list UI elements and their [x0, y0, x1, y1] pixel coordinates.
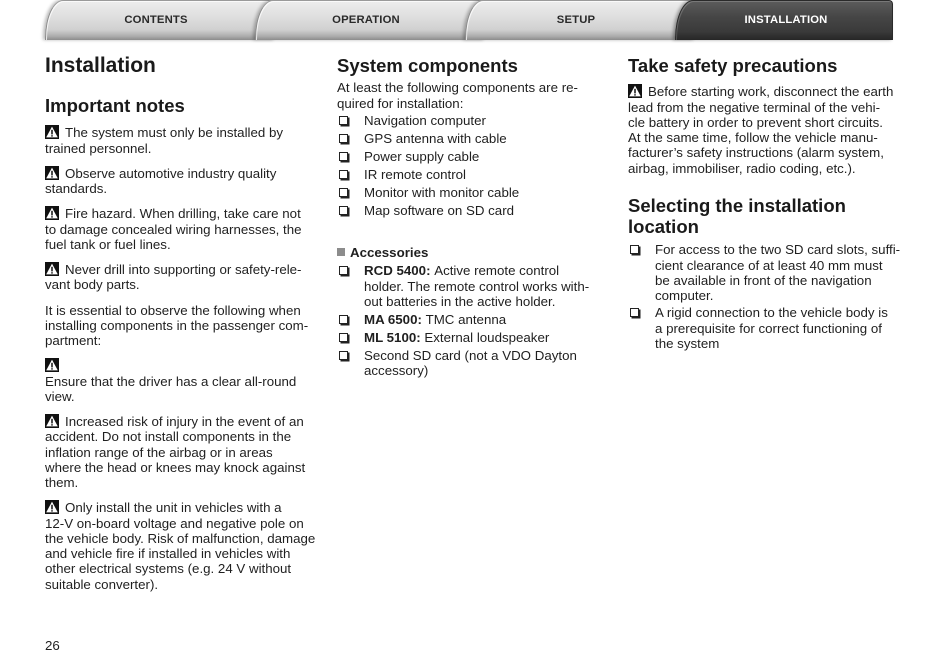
warning-note	[45, 500, 316, 592]
warning-note-text: Increased risk of injury in the event of an accident. Do not install components in the inflation range of the airbag or in areas where the head or knees may knock against them.	[45, 414, 306, 491]
list-item-text: Monitor with monitor cable	[364, 185, 520, 201]
list-item-text: GPS antenna with cable	[364, 131, 507, 147]
tab-operation[interactable]	[255, 0, 485, 40]
list-item	[337, 185, 599, 200]
list-item-text: Map software on SD card	[364, 203, 515, 219]
body-paragraph	[45, 303, 313, 349]
section-heading-safety-precautions: Take safety precautions	[628, 55, 838, 76]
list-item-text: For access to the two SD card slots, suffi- cient clearance of at least 40 mm must be available in front of the navigation computer.	[655, 242, 901, 304]
warning-note	[45, 262, 313, 293]
column-important-notes	[45, 0, 316, 592]
checkbox-icon	[339, 170, 348, 179]
warning-icon	[45, 166, 59, 180]
warning-note-text: Never drill into supporting or safety-rele- vant body parts.	[45, 262, 302, 293]
tab-label: INSTALLATION	[744, 14, 828, 26]
list-item	[628, 242, 901, 304]
tab-installation[interactable]	[675, 0, 893, 40]
tab-setup[interactable]	[465, 0, 695, 40]
warning-note	[45, 206, 313, 252]
warning-icon	[45, 262, 59, 276]
warning-note	[45, 125, 313, 156]
warning-note-text: Ensure that the driver has a clear all-round view.	[45, 373, 297, 404]
tab-label: SETUP	[556, 14, 596, 26]
page-number: 26	[45, 638, 60, 653]
warning-note	[45, 166, 313, 197]
tab-label: OPERATION	[332, 14, 400, 26]
column-system-components	[337, 0, 599, 378]
tab-label: CONTENTS	[124, 14, 188, 26]
checkbox-icon	[339, 152, 348, 161]
component-list	[337, 113, 599, 218]
column-safety-and-location	[628, 0, 901, 351]
list-item-text: Power supply cable	[364, 149, 480, 165]
list-item	[337, 263, 599, 309]
warning-icon	[45, 358, 59, 372]
accessory-description: TMC antenna	[425, 311, 507, 327]
checkbox-icon	[339, 315, 348, 324]
accessory-description: Second SD card (not a VDO Dayton accessory)	[364, 347, 577, 379]
section-heading-system-components: System components	[337, 55, 518, 76]
checkbox-icon	[339, 188, 348, 197]
warning-note	[45, 414, 313, 490]
checkbox-icon	[339, 116, 348, 125]
warning-note-text: Only install the unit in vehicles with a 12-V on-board voltage and negative pole on the vehicle body. Risk of malfunction, damage and vehicle fire if installed in vehicles with other electrical systems (e.g. 24 V without suitable converter).	[45, 500, 316, 592]
accessory-description: External loudspeaker	[424, 329, 550, 345]
checkbox-icon	[339, 134, 348, 143]
accessories-list	[337, 263, 599, 378]
warning-note-text: Before starting work, disconnect the earth lead from the negative terminal of the vehi- cle battery in order to prevent short circuits. At the same time, follow the vehicle manu- facturer’s safety instructions (alarm system, airbag, immobiliser, radio coding, etc.).	[628, 84, 894, 176]
body-paragraph-text: At least the following components are re- quired for installation:	[337, 80, 578, 111]
warning-icon	[45, 500, 59, 514]
location-list	[628, 242, 901, 351]
warning-note-text: Fire hazard. When drilling, take care not to damage concealed wiring harnesses, the fuel tank or fuel lines.	[45, 206, 302, 252]
tab-contents[interactable]	[45, 0, 275, 40]
accessories-heading	[337, 245, 599, 260]
body-paragraph	[337, 80, 599, 111]
checkbox-icon	[630, 308, 639, 317]
warning-note	[628, 84, 898, 176]
checkbox-icon	[339, 206, 348, 215]
warning-icon	[45, 206, 59, 220]
warning-note-text: Observe automotive industry quality standards.	[45, 165, 277, 197]
warning-icon	[45, 125, 59, 139]
list-item	[337, 203, 599, 218]
warning-icon	[628, 84, 642, 98]
warning-icon	[45, 414, 59, 428]
accessory-model: RCD 5400:	[364, 263, 431, 279]
square-bullet-icon	[337, 248, 345, 256]
list-item-text: IR remote control	[364, 167, 466, 183]
accessory-model: ML 5100:	[364, 329, 421, 345]
list-item	[337, 149, 599, 164]
section-heading-important-notes: Important notes	[45, 95, 185, 116]
accessory-model: MA 6500:	[364, 311, 422, 327]
checkbox-icon	[339, 351, 348, 360]
section-heading-installation-location: Selecting the installation location	[628, 195, 846, 238]
list-item	[337, 330, 599, 345]
list-item	[337, 312, 599, 327]
body-paragraph-text: It is essential to observe the following when installing components in the passenger com- partment:	[45, 302, 309, 349]
accessories-heading-text: Accessories	[350, 245, 429, 261]
page-title: Installation	[45, 54, 156, 77]
accessory-description: Active remote control holder. The remote control works with- out batteries in the active holder.	[364, 263, 590, 309]
list-item	[337, 348, 599, 379]
warning-note-text: The system must only be installed by trained personnel.	[45, 125, 284, 156]
checkbox-icon	[339, 266, 348, 275]
list-item	[337, 113, 599, 128]
list-item-text: Navigation computer	[364, 113, 486, 129]
warning-note	[45, 358, 313, 404]
checkbox-icon	[339, 333, 348, 342]
list-item-text: A rigid connection to the vehicle body is a prerequisite for correct functioning of the system	[655, 305, 888, 351]
list-item	[337, 131, 599, 146]
list-item	[337, 167, 599, 182]
list-item	[628, 305, 898, 351]
checkbox-icon	[630, 245, 639, 254]
